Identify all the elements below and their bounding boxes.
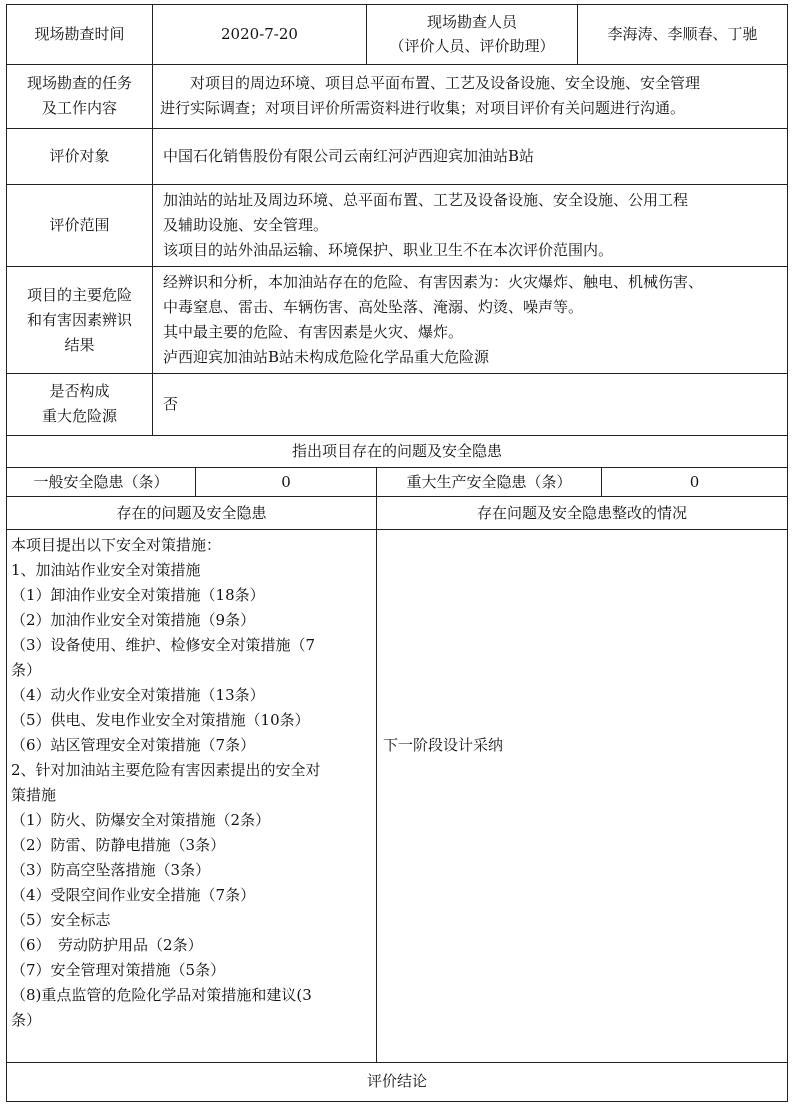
conclusion-title-cell (6, 1062, 788, 1102)
staff-value-cell (577, 4, 788, 65)
object-value-cell (152, 128, 788, 185)
hazards-line-4: 泸西迎宾加油站B站未构成危险化学品重大危险源 (163, 348, 490, 366)
survey-record-table (6, 4, 788, 1102)
major-value: 否 (163, 395, 179, 413)
rectification-cell (376, 529, 788, 1063)
measure-line: （3）防高空坠落措施（3条） (11, 861, 211, 879)
tasks-content-cell (152, 64, 788, 129)
issues-column-header-cell (6, 496, 377, 530)
measure-line: 条） (11, 661, 42, 679)
measure-line: 1、加油站作业安全对策措施 (11, 561, 201, 579)
scope-line-1: 加油站的站址及周边环境、总平面布置、工艺及设备设施、安全设施、公用工程 (163, 191, 689, 209)
hazards-content-cell (152, 266, 788, 374)
rectification-value: 下一阶段设计采纳 (383, 736, 504, 754)
measure-line: （2）加油作业安全对策措施（9条） (11, 611, 256, 629)
major-value-cell (152, 373, 788, 436)
time-value: 2020-7-20 (221, 25, 298, 43)
major-label-line-2: 重大危险源 (41, 407, 117, 425)
major-count-value: 0 (689, 473, 700, 491)
scope-line-3: 该项目的站外油品运输、环境保护、职业卫生不在本次评价范围内。 (163, 241, 614, 259)
time-value-cell (152, 4, 367, 65)
staff-value: 李海涛、李顺春、丁驰 (607, 25, 758, 43)
time-label-cell (6, 4, 153, 65)
measure-line: （3）设备使用、维护、检修安全对策措施（7 (11, 636, 316, 654)
time-label: 现场勘查时间 (34, 25, 125, 43)
issues-title: 指出项目存在的问题及安全隐患 (291, 442, 502, 460)
measure-line: （5）供电、发电作业安全对策措施（10条） (11, 711, 310, 729)
measure-line: （8)重点监管的危险化学品对策措施和建议(3 (11, 986, 312, 1004)
tasks-label-line-2: 及工作内容 (41, 99, 117, 117)
measure-line: （5）安全标志 (11, 911, 111, 929)
measure-line: （7）安全管理对策措施（5条） (11, 961, 226, 979)
issues-column-header: 存在的问题及安全隐患 (116, 504, 267, 522)
tasks-line-1: 对项目的周边环境、项目总平面布置、工艺及设备设施、安全设施、安全管理 (160, 74, 701, 92)
tasks-label-cell (6, 64, 153, 129)
scope-content-cell (152, 184, 788, 267)
measures-list (11, 533, 321, 1033)
hazards-label-line-1: 项目的主要危险 (26, 286, 132, 304)
measure-line: （1）卸油作业安全对策措施（18条） (11, 586, 265, 604)
hazards-line-3: 其中最主要的危险、有害因素是火灾、爆炸。 (163, 323, 464, 341)
measure-line: （6） 劳动防护用品（2条） (11, 936, 203, 954)
staff-label-line-1: 现场勘查人员 (426, 13, 517, 31)
tasks-line-2: 进行实际调查；对项目评价所需资料进行收集；对项目评价有关问题进行沟通。 (160, 99, 686, 117)
scope-label: 评价范围 (49, 216, 110, 234)
major-count-value-cell (601, 467, 788, 497)
hazards-line-2: 中毒窒息、雷击、车辆伤害、高处坠落、淹溺、灼烫、噪声等。 (163, 298, 584, 316)
general-count-value-cell (195, 467, 377, 497)
measure-line: （1）防火、防爆安全对策措施（2条） (11, 811, 271, 829)
staff-label-cell (366, 4, 578, 65)
object-label: 评价对象 (49, 147, 110, 165)
measures-cell (6, 529, 377, 1063)
object-value: 中国石化销售股份有限公司云南红河泸西迎宾加油站B站 (163, 147, 535, 165)
measure-line: （4）动火作业安全对策措施（13条） (11, 686, 265, 704)
measure-line: （6）站区管理安全对策措施（7条） (11, 736, 256, 754)
general-count-label: 一般安全隐患（条） (33, 473, 169, 491)
hazards-label-line-3: 结果 (64, 336, 95, 354)
rectification-column-header: 存在问题及安全隐患整改的情况 (476, 504, 687, 522)
major-count-label-cell (376, 467, 602, 497)
measure-line: （2）防雷、防静电措施（3条） (11, 836, 226, 854)
tasks-label-line-1: 现场勘查的任务 (26, 74, 132, 92)
measure-line: 本项目提出以下安全对策措施： (11, 536, 222, 554)
object-label-cell (6, 128, 153, 185)
scope-label-cell (6, 184, 153, 267)
staff-label-line-2: （评价人员、评价助理） (389, 37, 555, 55)
measure-line: 策措施 (11, 786, 57, 804)
measure-line: 2、针对加油站主要危险有害因素提出的安全对 (11, 761, 321, 779)
hazards-line-1: 经辨识和分析，本加油站存在的危险、有害因素为：火灾爆炸、触电、机械伤害、 (163, 273, 704, 291)
measure-line: （4）受限空间作业安全措施（7条） (11, 886, 256, 904)
hazards-label-line-2: 和有害因素辨识 (26, 311, 132, 329)
measure-line: 条） (11, 1011, 42, 1029)
hazards-label-cell (6, 266, 153, 374)
general-count-label-cell (6, 467, 196, 497)
major-label-line-1: 是否构成 (49, 382, 110, 400)
major-label-cell (6, 373, 153, 436)
issues-title-cell (6, 435, 788, 468)
major-count-label: 重大生产安全隐患（条） (406, 473, 572, 491)
rectification-column-header-cell (376, 496, 788, 530)
general-count-value: 0 (281, 473, 291, 491)
scope-line-2: 及辅助设施、安全管理。 (163, 216, 329, 234)
conclusion-title: 评价结论 (366, 1072, 427, 1090)
